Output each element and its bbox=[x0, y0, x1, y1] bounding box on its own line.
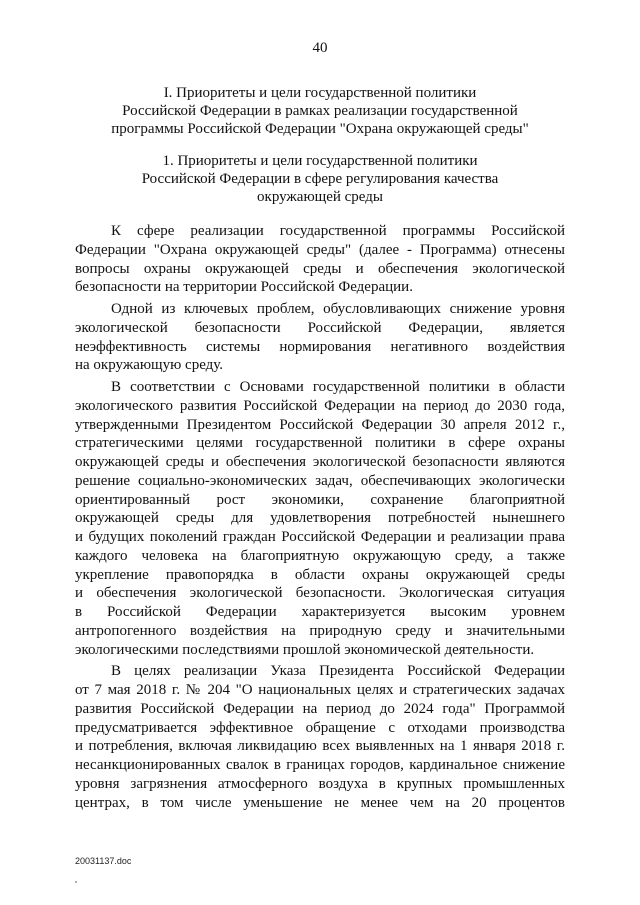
text-line: укрепление правопорядка в области охраны окружающей среды bbox=[75, 566, 565, 583]
text-line: Федерации "Охрана окружающей среды" (далее - Программа) отнесены bbox=[75, 241, 565, 258]
page-number: 40 bbox=[312, 40, 328, 56]
text-line: окружающей среды и обеспечения экологической безопасности являются bbox=[75, 454, 565, 470]
section-heading-line: программы Российской Федерации "Охрана окружающей среды" bbox=[111, 121, 529, 137]
subsection-heading-line: окружающей среды bbox=[257, 189, 383, 205]
text-line: экологическими последствиями прошлой экономической деятельности. bbox=[75, 641, 535, 658]
text-line: на окружающую среду. bbox=[75, 357, 224, 374]
text-line: К сфере реализации государственной программы Российской bbox=[111, 223, 565, 239]
text-line: центрах, в том числе уменьшение не менее чем на 20 процентов bbox=[75, 794, 565, 811]
text-line: ориентированный рост экономики, сохранение благоприятной bbox=[75, 491, 565, 508]
section-heading bbox=[60, 84, 580, 138]
text-line: уровня загрязнения атмосферного воздуха в крупных промышленных bbox=[75, 775, 565, 792]
text-line: от 7 мая 2018 г. № 204 "О национальных целях и стратегических задачах bbox=[75, 682, 565, 698]
paragraph-decree bbox=[75, 662, 565, 812]
text-line: В соответствии с Основами государственной политики в области bbox=[111, 379, 565, 395]
text-line: Одной из ключевых проблем, обусловливающих снижение уровня bbox=[111, 301, 565, 317]
text-line: решение социально-экономических задач, обеспечивающих экологически bbox=[75, 472, 565, 489]
text-line: антропогенного воздействия на природную среду и значительными bbox=[75, 622, 565, 639]
text-line: утвержденными Президентом Российской Федерации 30 апреля 2012 г., bbox=[75, 416, 565, 433]
document-file-code: 20031137.doc bbox=[75, 856, 132, 866]
text-line: В целях реализации Указа Президента Российской Федерации bbox=[111, 663, 565, 680]
subsection-heading-line: Российской Федерации в сфере регулирования качества bbox=[141, 171, 499, 187]
text-line: стратегическими целями государственной политики в сфере охраны bbox=[75, 435, 565, 452]
text-line: неэффективность системы нормирования негативного воздействия bbox=[75, 338, 565, 355]
subsection-heading-line: 1. Приоритеты и цели государственной политики bbox=[162, 153, 478, 169]
text-line: в Российской Федерации характеризуется высоким уровнем bbox=[75, 604, 565, 620]
text-line: и обеспечения экологической безопасности. Экологическая ситуация bbox=[75, 585, 565, 602]
text-line: развития Российской Федерации на период до 2024 года" Программой bbox=[75, 700, 565, 717]
section-heading-line: Российской Федерации в рамках реализации государственной bbox=[122, 103, 518, 119]
subsection-heading bbox=[60, 152, 580, 206]
text-line: несанкционированных свалок в границах городов, кардинальное снижение bbox=[75, 757, 565, 773]
text-line: безопасности на территории Российской Федерации. bbox=[75, 279, 413, 296]
section-heading-line: I. Приоритеты и цели государственной политики bbox=[163, 85, 477, 101]
text-line: экологической безопасности Российской Федерации, является bbox=[75, 319, 565, 336]
body-text bbox=[75, 222, 565, 815]
scan-mark bbox=[75, 881, 77, 883]
text-line: каждого человека на благоприятную окружающую среду, а также bbox=[75, 547, 565, 564]
text-line: экологического развития Российской Федерации на период до 2030 года, bbox=[75, 397, 565, 414]
text-line: и потребления, включая ликвидацию всех выявленных на 1 января 2018 г. bbox=[75, 738, 565, 755]
text-line: вопросы охраны окружающей среды и обеспечения экологической bbox=[75, 260, 565, 277]
text-line: окружающей среды для удовлетворения потребностей нынешнего bbox=[75, 510, 565, 527]
text-line: предусматривается эффективное обращение с отходами производства bbox=[75, 719, 565, 736]
text-line: и будущих поколений граждан Российской Федерации и реализации права bbox=[75, 529, 565, 545]
paragraph-strategy bbox=[75, 378, 565, 659]
paragraph-scope bbox=[75, 222, 565, 297]
paragraph-problem bbox=[75, 300, 565, 375]
